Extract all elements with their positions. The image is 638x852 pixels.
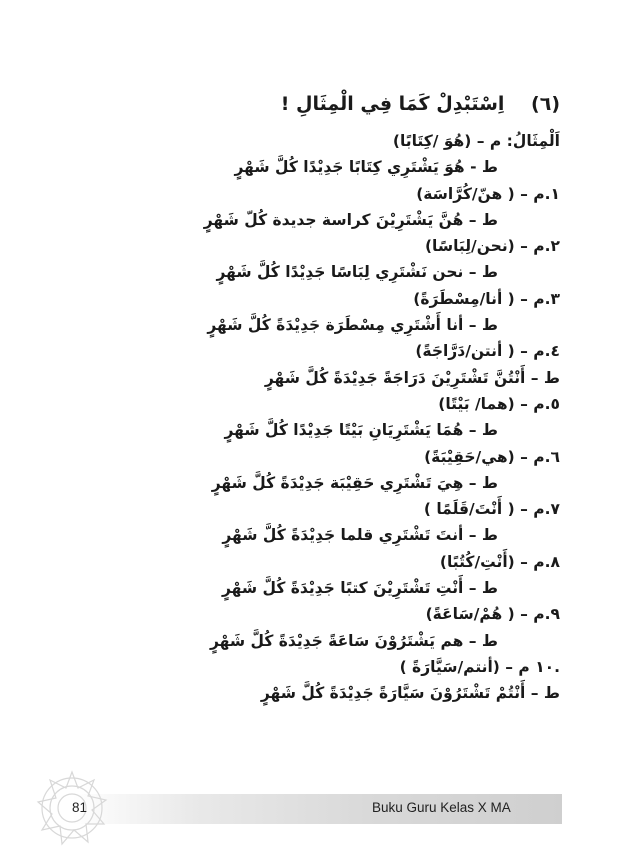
cue-line: ٦.م – (هي/حَقِيْبَةً) [424, 447, 560, 466]
page-number: 81 [72, 800, 88, 815]
answer-line: ط – هُمَا يَشْتَرِيَانِ بَيْتًا جَدِيْدًا كُلَّ شَهْرٍ [224, 421, 498, 440]
cue-line: ٤.م – ( أنتن/دَرَّاجَةً) [415, 342, 560, 361]
answer-line: ط – هم يَشْتَرُوْنَ سَاعَةً جَدِيْدَةً كُلَّ شَهْرٍ [209, 631, 498, 650]
cue-line: ١.م – ( هنّ/كُرَّاسَة) [416, 184, 560, 203]
answer-line: ط – أَنْتُنَّ تَشْتَرِيْنَ دَرَاجَةً جَدِيْدَةً كُلَّ شَهْرٍ [264, 368, 560, 387]
cue-line: ٣.م – ( أنا/مِسْطَرَةً) [413, 289, 560, 308]
answer-line: ط - هُوَ يَشْتَرِي كِتَابًا جَدِيْدًا كُلَّ شَهْرٍ [234, 158, 498, 177]
cue-line: ٩.م – ( هُمْ/سَاعَةً) [425, 605, 560, 624]
answer-line: ط – أَنْتِ تَشْتَرِيْنَ كتبًا جَدِيْدَةً كُلَّ شَهْرٍ [222, 579, 498, 598]
cue-line: ٢.م – (نحن/لِبَاسًا) [424, 237, 560, 256]
exercise-number: (٦) [531, 93, 560, 115]
cue-line: ٧.م – ( أَنْتَ/قَلَمًا ) [423, 500, 560, 519]
cue-line: ٨.م – (أَنْتِ/كُتُبًا) [439, 552, 560, 571]
exercise-title: اِسْتَبْدِلْ كَمَا فِي الْمِثَالِ ! [280, 93, 505, 115]
answer-line: ط – أنا أَشْتَرِي مِسْطَرَة جَدِيْدَةً كُلَّ شَهْرٍ [207, 316, 498, 335]
cue-line: ٥.م – (هما/ بَيْتًا) [438, 394, 560, 413]
exercise-heading [281, 93, 560, 115]
cue-line: .١٠ م – (أنتم/سَيَّارَةً ) [399, 657, 560, 676]
answer-line: ط – هُنَّ يَشْتَرِيْنَ كراسة جديدة كُلّ شَهْرٍ [203, 210, 498, 229]
book-title: Buku Guru Kelas X MA [372, 800, 511, 815]
example-line: اَلْمِثَالُ: م – (هُوَ /كِتَابًا) [392, 132, 560, 150]
exercise-lines [90, 128, 560, 707]
answer-line: ط – أَنْتُمْ تَشْتَرُوْنَ سَيَّارَةً جَدِيْدَةً كُلَّ شَهْرٍ [260, 684, 560, 703]
answer-line: ط – نحن نَشْتَرِي لِبَاسًا جَدِيْدًا كُلَّ شَهْرٍ [216, 263, 498, 282]
answer-line: ط – أنتَ تَشْتَرِي قلما جَدِيْدَةً كُلَّ شَهْرٍ [222, 526, 498, 545]
answer-line: ط – هِيَ تَشْتَرِي حَقِيْبَة جَدِيْدَةً كُلَّ شَهْرٍ [211, 473, 498, 492]
